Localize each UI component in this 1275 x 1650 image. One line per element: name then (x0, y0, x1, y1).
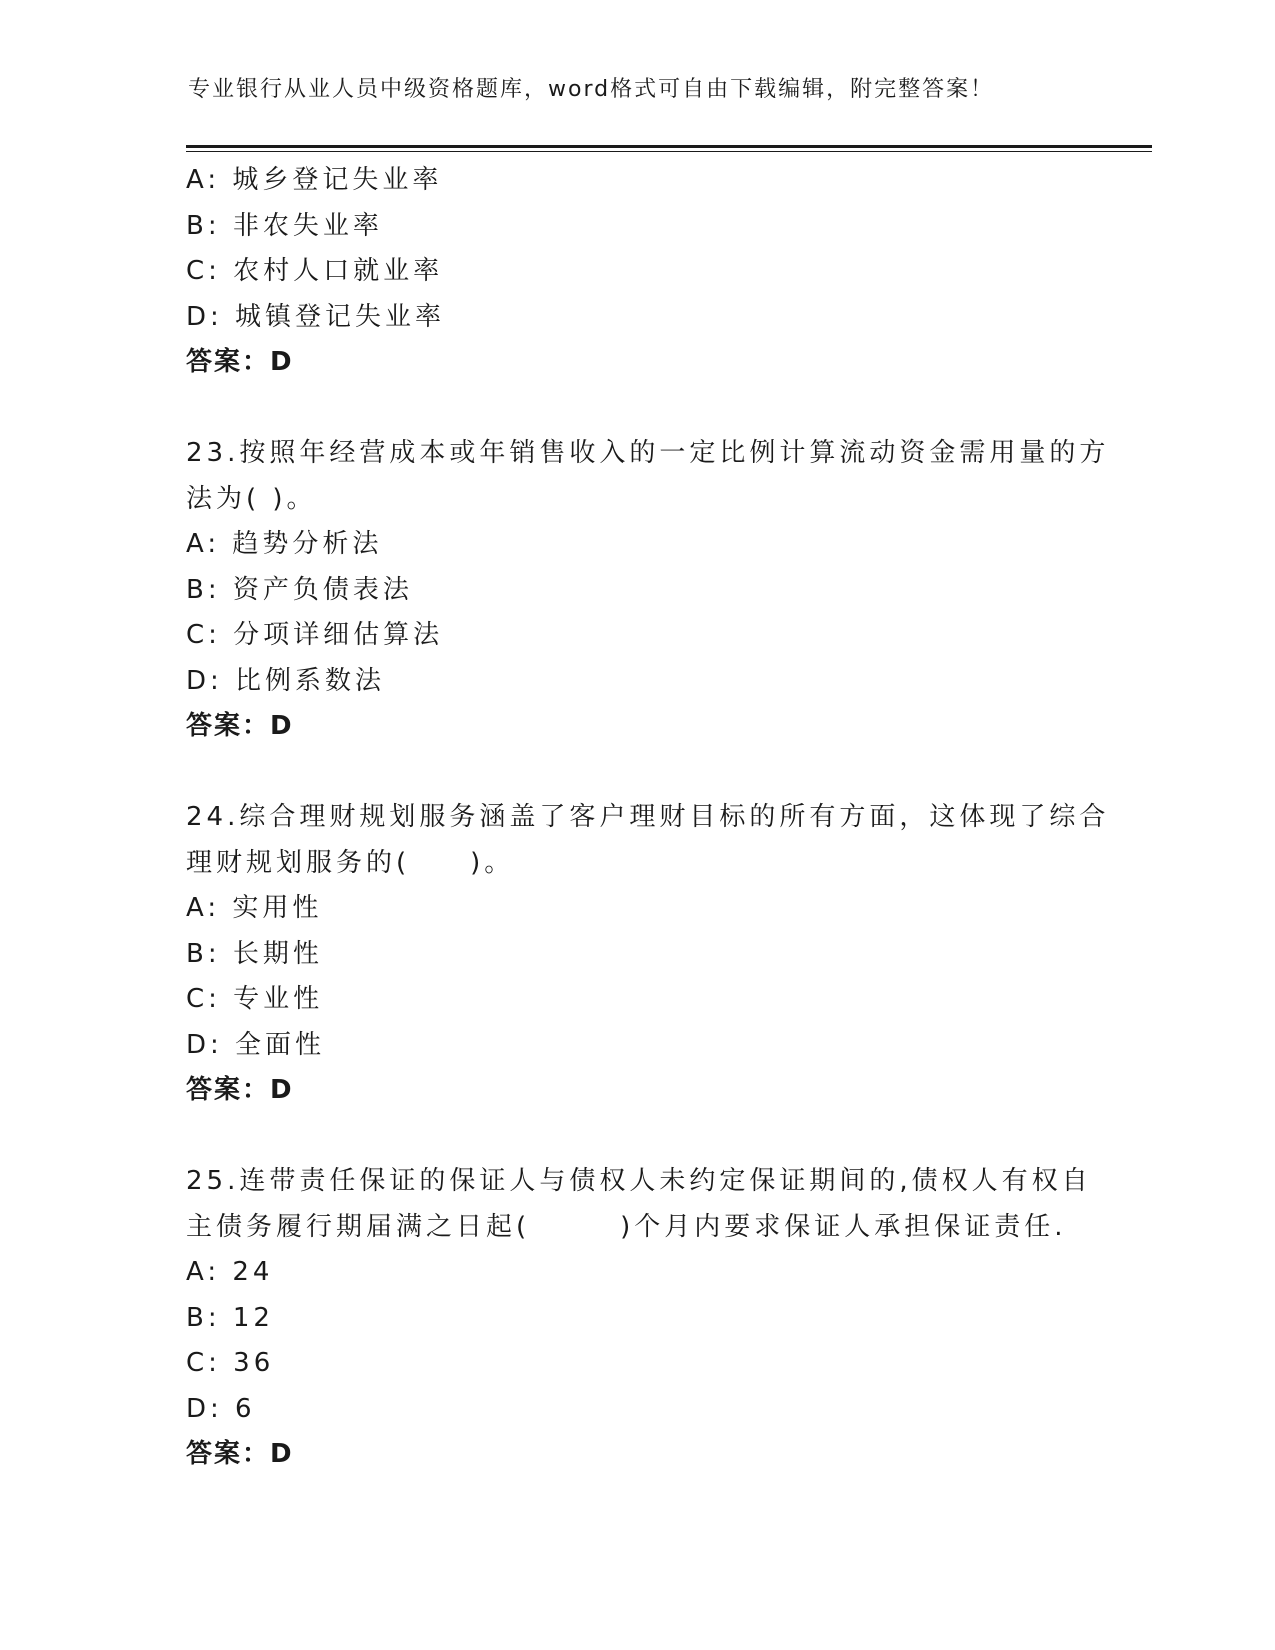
page-header: 专业银行从业人员中级资格题库，word格式可自由下载编辑，附完整答案！ (188, 77, 995, 102)
option-a: A: 城乡登记失业率 (186, 165, 443, 195)
header-rule-thick (186, 145, 1152, 148)
option-a: A: 实用性 (186, 893, 323, 923)
option-c: C: 农村人口就业率 (186, 256, 444, 286)
question-stem-cont: 理财规划服务的( )。 (186, 847, 515, 878)
option-c: C: 分项详细估算法 (186, 620, 444, 650)
option-b: B: 非农失业率 (186, 210, 383, 241)
option-c: C: 36 (186, 1348, 275, 1378)
option-b: B: 资产负债表法 (186, 574, 413, 605)
option-d: D: 城镇登记失业率 (186, 301, 446, 332)
option-d: D: 比例系数法 (186, 665, 386, 696)
question-stem: 24.综合理财规划服务涵盖了客户理财目标的所有方面，这体现了综合 (186, 802, 1110, 832)
question-stem: 25.连带责任保证的保证人与债权人未约定保证期间的,债权人有权自 (186, 1166, 1092, 1196)
question-stem-cont: 主债务履行期届满之日起( )个月内要求保证人承担保证责任. (186, 1211, 1067, 1242)
answer: 答案：D (186, 1439, 294, 1469)
question-stem: 23.按照年经营成本或年销售收入的一定比例计算流动资金需用量的方 (186, 438, 1110, 468)
option-b: B: 12 (186, 1302, 274, 1333)
option-d: D: 全面性 (186, 1029, 326, 1060)
answer: 答案：D (186, 711, 294, 741)
option-d: D: 6 (186, 1393, 256, 1424)
question-list (186, 158, 1146, 1478)
header-rule-thin (186, 151, 1152, 152)
option-b: B: 长期性 (186, 938, 323, 969)
question-25 (186, 1159, 1146, 1478)
question-22 (186, 158, 1146, 386)
question-23 (186, 431, 1146, 750)
answer: 答案：D (186, 347, 294, 377)
option-c: C: 专业性 (186, 984, 324, 1014)
question-24 (186, 795, 1146, 1114)
option-a: A: 24 (186, 1257, 274, 1287)
answer: 答案：D (186, 1075, 294, 1105)
question-stem-cont: 法为( )。 (186, 483, 317, 514)
option-a: A: 趋势分析法 (186, 529, 383, 559)
